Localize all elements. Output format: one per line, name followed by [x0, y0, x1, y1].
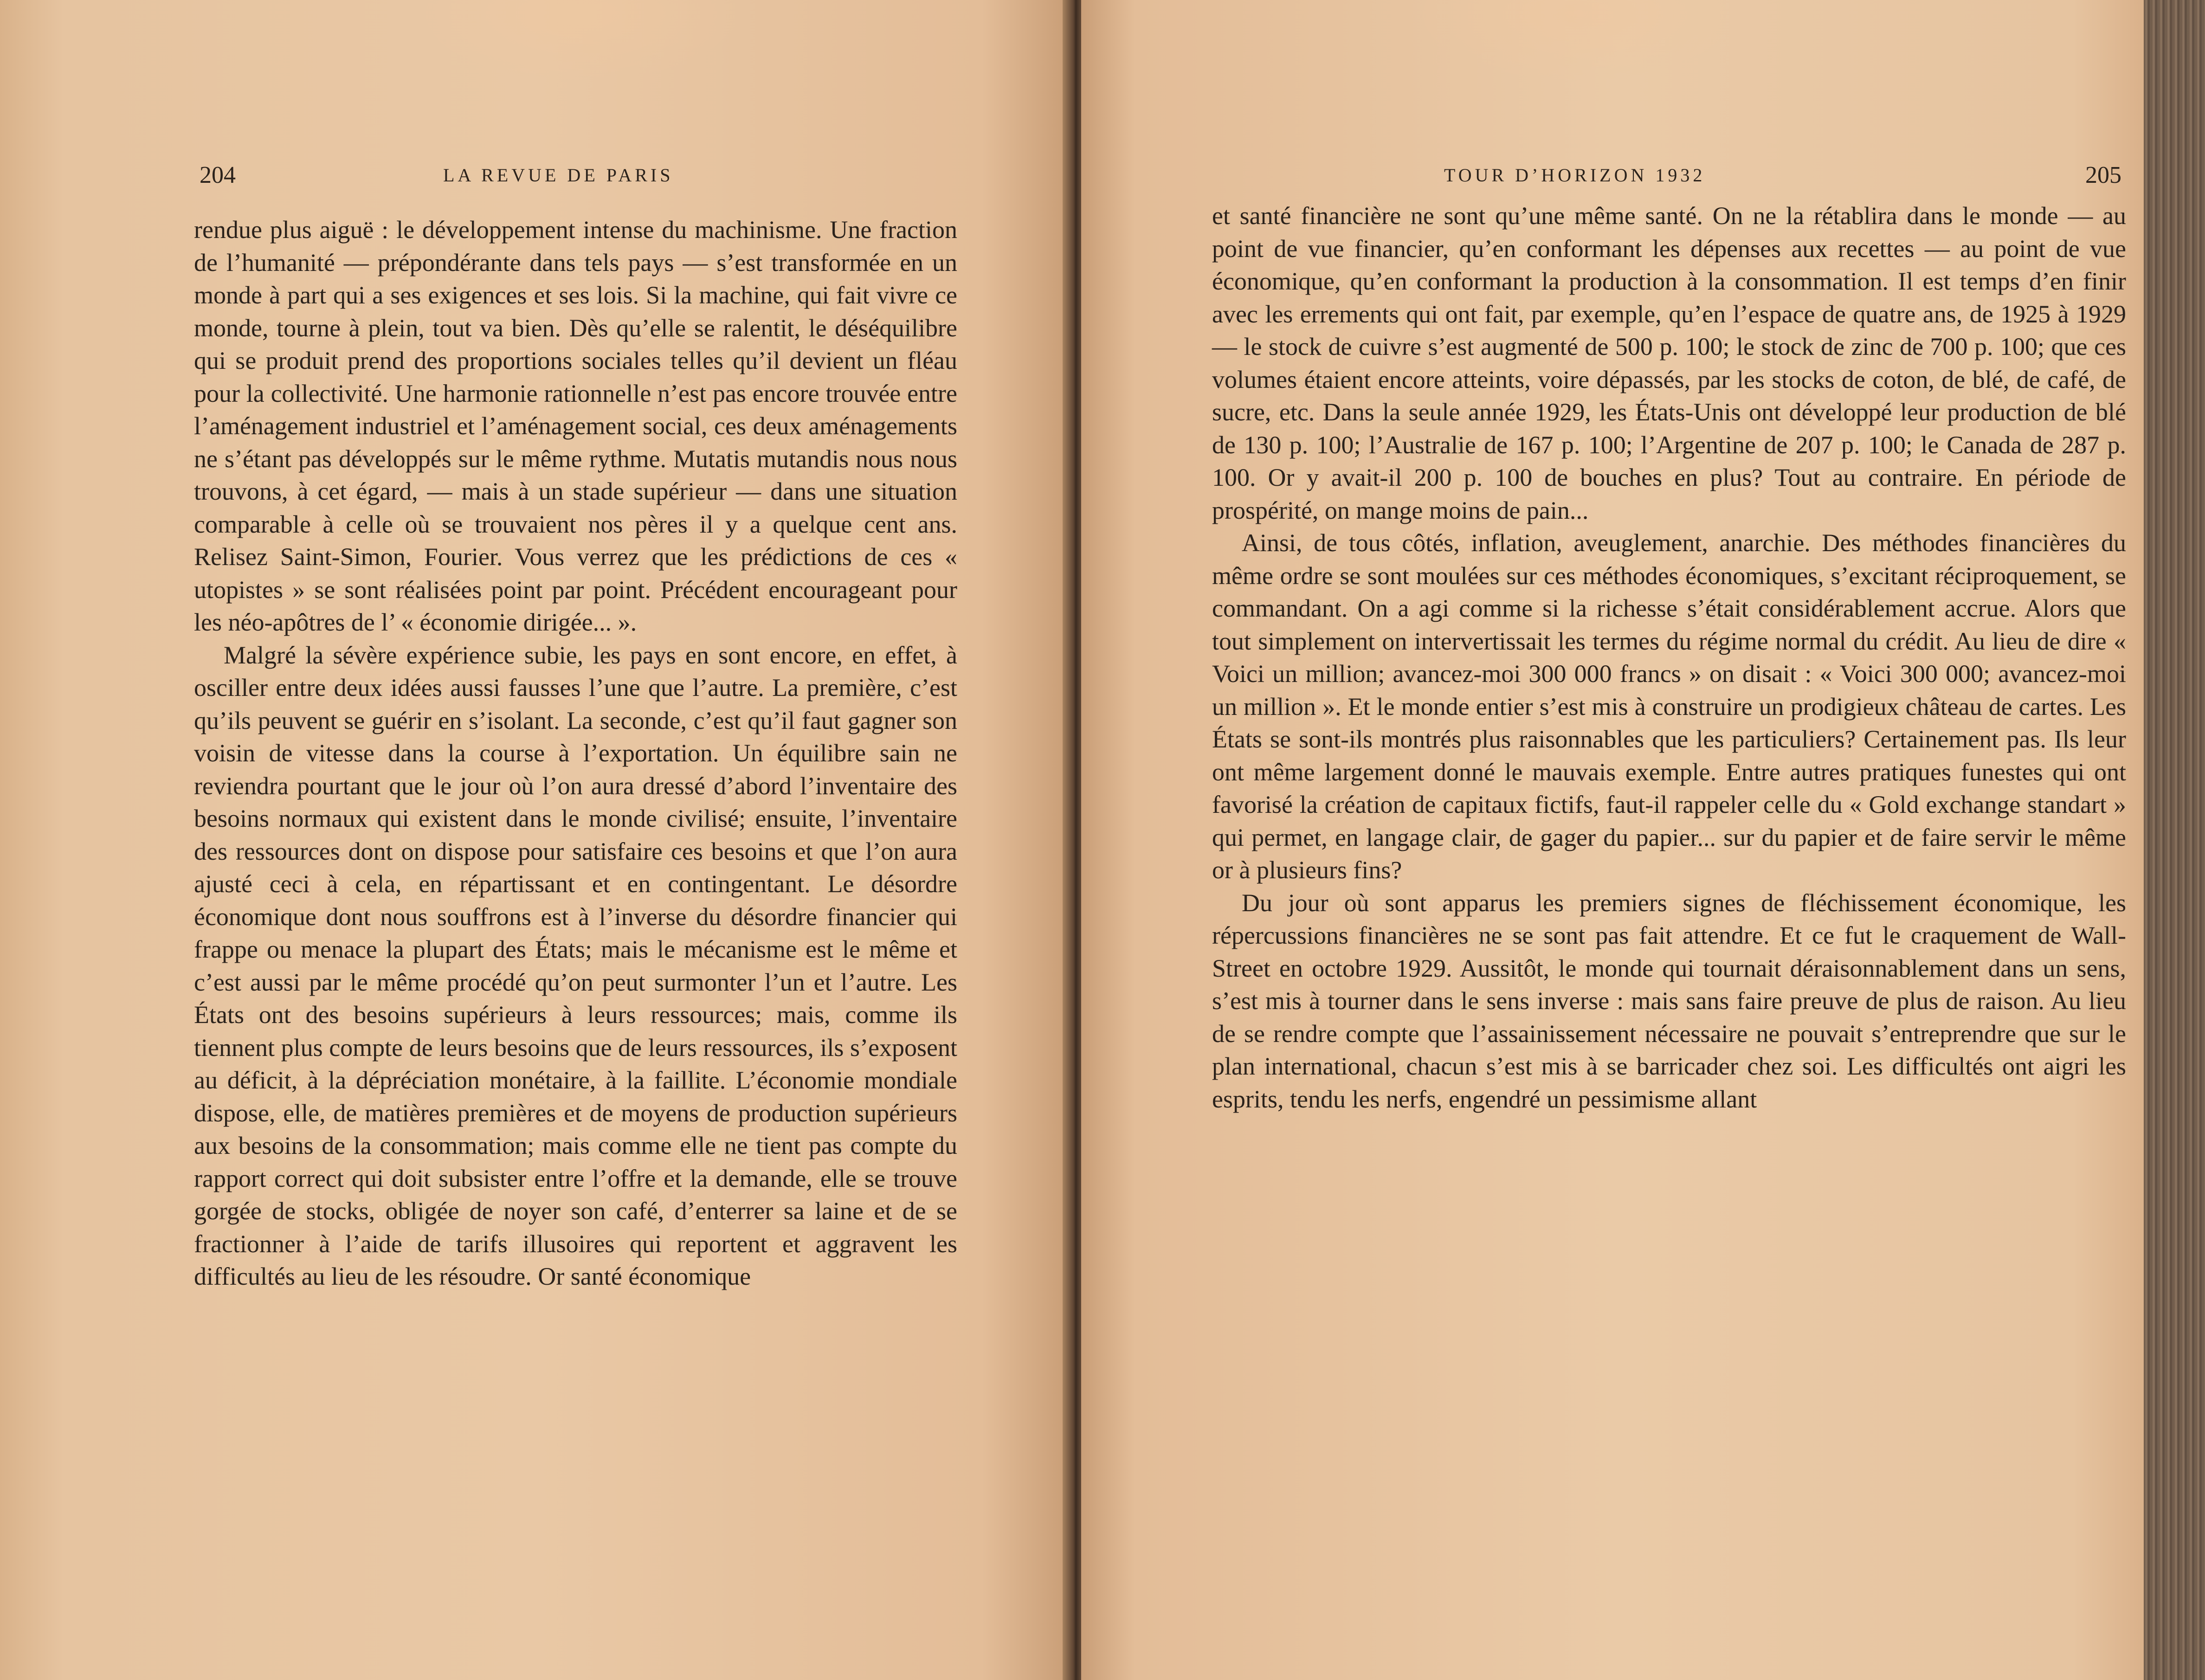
paper-stain	[418, 0, 742, 84]
left-page	[0, 0, 1067, 1680]
running-title: TOUR D’HORIZON 1932	[1444, 165, 1706, 186]
running-title: LA REVUE DE PARIS	[443, 165, 674, 186]
page-stack-edge	[2144, 0, 2205, 1680]
paragraph: Du jour où sont apparus les premiers signes de fléchissement économique, les répercussions financières ne se sont pas fait attendre. Et ce fut le craquement de Wall-Street en octobre 1929. Aussitôt, le monde qui tournait déraisonnablement dans un sens, s’est mis à tourner dans le sens inverse : mais sans faire preuve de plus de raison. Au lieu de se rendre compte que l’assainissement nécessaire ne pouvait s’entreprendre que sur le plan international, chacun s’est mis à se barricader chez soi. Les difficultés ont aigri les esprits, tendu les nerfs, engendré un pessimisme allant	[1212, 888, 2126, 1113]
paragraph: Malgré la sévère expérience subie, les pays en sont encore, en effet, à osciller entre deux idées aussi fausses l’une que l’autre. La première, c’est qu’ils peuvent se guérir en s’isolant. La seconde, c’est qu’il faut gagner son voisin de vitesse dans la course à l’exportation. Un équilibre sain ne reviendra pourtant que le jour où l’on aura dressé d’abord l’inventaire des besoins normaux qui existent dans le monde civilisé; ensuite, l’inventaire des ressources dont on dispose pour satisfaire ces besoins et que l’on aura ajusté ceci à cela, en répartissant et en contingentant. Le désordre économique dont nous souffrons est à l’inverse du désordre financier qui frappe ou menace la plupart des États; mais le mécanisme est le même et c’est aussi par le même procédé qu’on peut surmonter l’un et l’autre. Les États ont des besoins supérieurs à leurs ressources; mais, comme ils tiennent plus compte de leurs besoins que de leurs ressources, ils s’exposent au déficit, à la dépréciation monétaire, à la faillite. L’économie mondiale dispose, elle, de matières premières et de moyens de production supérieurs aux besoins de la consommation; mais comme elle ne tient pas compte du rapport correct qui doit subsister entre l’offre et la demande, elle se trouve gorgée de stocks, obligée de noyer son café, d’enterrer sa laine et de se fractionner à l’aide de tarifs illusoires qui reportent et aggravent les difficultés au lieu de les résoudre. Or santé économique	[194, 641, 957, 1290]
left-page-text	[194, 213, 957, 1293]
paragraph: Ainsi, de tous côtés, inflation, aveuglement, anarchie. Des méthodes financières du même ordre se sont moulées sur ces méthodes économiques, s’excitant réciproquement, se commandant. On a agi comme si la richesse s’était considérablement accrue. Alors que tout simplement on intervertissait les termes du régime normal du crédit. Au lieu de dire « Voici un million; avancez-moi 300 000 francs » on disait : « Voici 300 000; avancez-moi un million ». Et le monde entier s’est mis à construire un prodigieux château de cartes. Les États se sont-ils montrés plus raisonnables que les particuliers? Certainement pas. Ils leur ont même largement donné le mauvais exemple. Entre autres pratiques funestes qui ont favorisé la création de capitaux fictifs, faut-il rappeler celle du « Gold exchange standart » qui permet, en langage clair, de gager du papier... sur du papier et de faire servir le même or à plusieurs fins?	[1212, 529, 2126, 884]
right-page-header	[1444, 157, 2121, 194]
page-number: 205	[2085, 162, 2121, 188]
right-page	[1081, 0, 2159, 1680]
page-number: 204	[200, 162, 236, 188]
right-page-text	[1212, 200, 2126, 1115]
paragraph: et santé financière ne sont qu’une même santé. On ne la rétablira dans le monde — au point de vue financier, qu’en conformant les dépenses aux recettes — au point de vue économique, qu’en conformant la production à la consommation. Il est temps d’en finir avec les errements qui ont fait, par exemple, qu’en l’espace de quatre ans, de 1925 à 1929 — le stock de cuivre s’est augmenté de 500 p. 100; le stock de zinc de 700 p. 100; que ces volumes étaient encore atteints, voire dépassés, par les stocks de coton, de blé, de café, de sucre, etc. Dans la seule année 1929, les États-Unis ont développé leur production de blé de 130 p. 100; l’Australie de 167 p. 100; l’Argentine de 207 p. 100; le Canada de 287 p. 100. Or y avait-il 200 p. 100 de bouches en plus? Tout au contraire. En période de prospérité, on mange moins de pain...	[1212, 202, 2126, 524]
left-page-header	[200, 157, 954, 194]
paragraph: rendue plus aiguë : le développement intense du machinisme. Une fraction de l’humanité — prépondérante dans tels pays — s’est transformée en un monde à part qui a ses exigences et ses lois. Si la machine, qui fait vivre ce monde, tourne à plein, tout va bien. Dès qu’elle se ralentit, le déséquilibre qui se produit prend des proportions sociales telles qu’il devient un fléau pour la collectivité. Une harmonie rationnelle n’est pas encore trouvée entre l’aménagement industriel et l’aménagement social, ces deux aménagements ne s’étant pas développés sur le même rythme. Mutatis mutandis nous nous trouvons, à cet égard, — mais à un stade supérieur — dans une situation comparable à celle où se trouvaient nos pères il y a quelque cent ans. Relisez Saint-Simon, Fourier. Vous verrez que les prédictions de ces « utopistes » se sont réalisées point par point. Précédent encourageant pour les néo-apôtres de l’ « économie dirigée... ».	[194, 216, 957, 636]
paper-stain	[1415, 0, 1740, 84]
